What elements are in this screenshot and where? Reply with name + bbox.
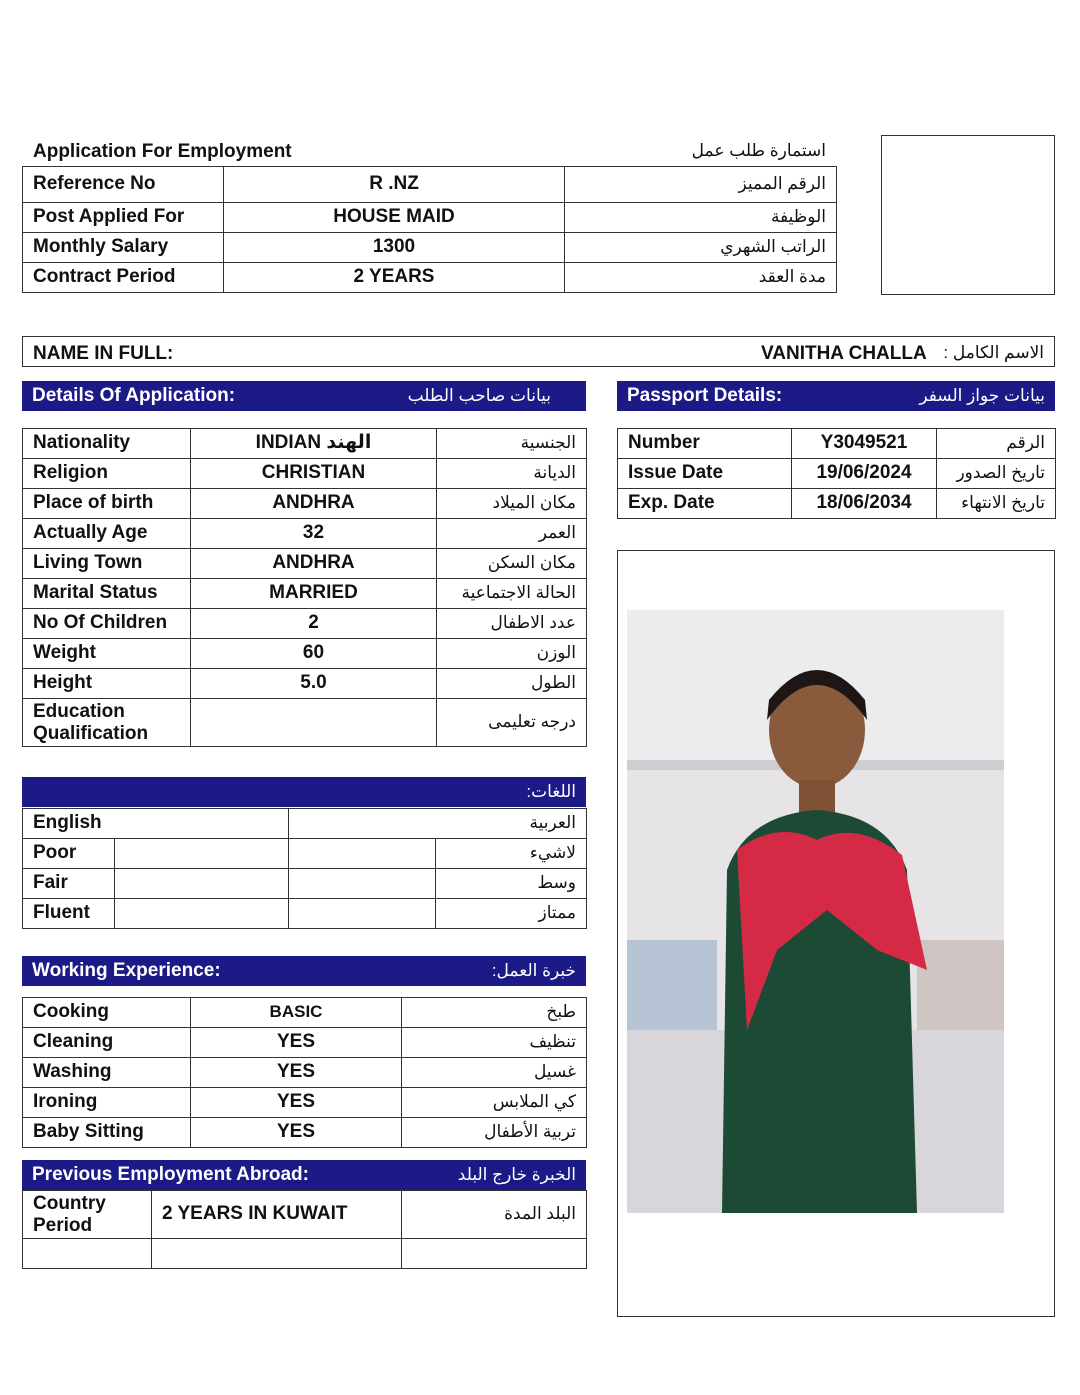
neck <box>799 780 835 815</box>
empty-cell <box>152 1239 402 1269</box>
contract-label: Contract Period <box>23 263 224 293</box>
photo-frame <box>617 550 1055 1317</box>
table-row <box>23 549 587 579</box>
birthplace-label: Place of birth <box>23 489 191 519</box>
table-row <box>23 899 587 929</box>
poor-arabic-cell <box>289 839 436 869</box>
poor-arabic-label: لاشيء <box>436 839 587 869</box>
experience-title: Working Experience: <box>32 960 221 981</box>
fluent-english-cell <box>115 899 289 929</box>
cooking-arabic: طبخ <box>402 998 587 1028</box>
ironing-value: YES <box>191 1088 402 1118</box>
table-row <box>23 699 587 747</box>
languages-header-bar <box>22 777 586 807</box>
post-value: HOUSE MAID <box>224 203 565 233</box>
details-table <box>22 428 587 747</box>
table-row <box>23 459 587 489</box>
ironing-label: Ironing <box>23 1088 191 1118</box>
weight-value: 60 <box>191 639 437 669</box>
education-label-line2: Qualification <box>33 722 149 744</box>
exp-date-value: 18/06/2034 <box>792 489 937 519</box>
details-title: Details Of Application: <box>32 385 236 406</box>
small-photo-box <box>881 135 1055 295</box>
contract-value: 2 YEARS <box>224 263 565 293</box>
children-label: No Of Children <box>23 609 191 639</box>
salary-arabic: الراتب الشهري <box>565 233 837 263</box>
table-row <box>23 839 587 869</box>
table-row <box>23 167 837 203</box>
experience-table <box>22 997 587 1148</box>
salary-label: Monthly Salary <box>23 233 224 263</box>
table-row <box>23 609 587 639</box>
table-row <box>23 809 587 839</box>
passport-number-value: Y3049521 <box>792 429 937 459</box>
table-row <box>23 579 587 609</box>
issue-date-label: Issue Date <box>618 459 792 489</box>
education-value <box>191 699 437 747</box>
poor-label: Poor <box>23 839 115 869</box>
cooking-label: Cooking <box>23 998 191 1028</box>
previous-title-arabic: الخبرة خارج البلد <box>457 1165 576 1184</box>
table-row <box>23 1058 587 1088</box>
education-label <box>23 699 191 747</box>
previous-value: 2 YEARS IN KUWAIT <box>152 1191 402 1239</box>
birthplace-arabic: مكان الميلاد <box>437 489 587 519</box>
salary-value: 1300 <box>224 233 565 263</box>
post-label: Post Applied For <box>23 203 224 233</box>
table-row <box>23 1088 587 1118</box>
passport-header-bar <box>617 381 1055 411</box>
cooking-value: BASIC <box>191 998 402 1028</box>
education-label-line1: Education <box>33 700 125 722</box>
babysitting-value: YES <box>191 1118 402 1148</box>
table-row <box>23 429 587 459</box>
table-row <box>23 1191 587 1239</box>
passport-title-arabic: بيانات جواز السفر <box>919 386 1045 405</box>
fair-label: Fair <box>23 869 115 899</box>
poor-english-cell <box>115 839 289 869</box>
name-row <box>22 336 1055 367</box>
empty-cell <box>402 1239 587 1269</box>
experience-title-arabic: خبرة العمل: <box>491 961 576 980</box>
fair-english-cell <box>115 869 289 899</box>
name-arabic: الاسم الكامل : <box>943 343 1044 362</box>
contract-arabic: مدة العقد <box>565 263 837 293</box>
reference-label: Reference No <box>23 167 224 203</box>
country-period-label <box>23 1191 152 1239</box>
fair-arabic-cell <box>289 869 436 899</box>
period-label: Period <box>33 1214 93 1236</box>
applicant-photo <box>627 610 1004 1213</box>
previous-title: Previous Employment Abroad: <box>32 1164 309 1185</box>
living-town-arabic: مكان السكن <box>437 549 587 579</box>
exp-date-label: Exp. Date <box>618 489 792 519</box>
table-row <box>23 1118 587 1148</box>
living-town-value: ANDHRA <box>191 549 437 579</box>
ironing-arabic: كي الملابس <box>402 1088 587 1118</box>
details-title-arabic: بيانات صاحب الطلب <box>407 386 551 405</box>
country-label: Country <box>33 1192 106 1214</box>
age-arabic: العمر <box>437 519 587 549</box>
religion-arabic: الديانة <box>437 459 587 489</box>
marital-label: Marital Status <box>23 579 191 609</box>
nationality-value: INDIAN الهند <box>191 429 437 459</box>
religion-label: Religion <box>23 459 191 489</box>
nationality-arabic: الجنسية <box>437 429 587 459</box>
cleaning-arabic: تنظيف <box>402 1028 587 1058</box>
table-row <box>618 459 1056 489</box>
education-arabic: درجه تعليمى <box>437 699 587 747</box>
passport-number-arabic: الرقم <box>937 429 1056 459</box>
table-row <box>23 519 587 549</box>
form-title: Application For Employment <box>33 141 292 162</box>
languages-title-arabic: اللغات: <box>526 782 576 801</box>
languages-table <box>22 808 587 929</box>
living-town-label: Living Town <box>23 549 191 579</box>
reference-value: R .NZ <box>224 167 565 203</box>
nationality-label: Nationality <box>23 429 191 459</box>
table-row <box>23 1239 587 1269</box>
table-row <box>23 203 837 233</box>
exp-date-arabic: تاريخ الانتهاء <box>937 489 1056 519</box>
table-row <box>23 489 587 519</box>
height-value: 5.0 <box>191 669 437 699</box>
table-row <box>618 429 1056 459</box>
passport-table <box>617 428 1056 519</box>
weight-label: Weight <box>23 639 191 669</box>
previous-table <box>22 1190 587 1269</box>
weight-arabic: الوزن <box>437 639 587 669</box>
issue-date-arabic: تاريخ الصدور <box>937 459 1056 489</box>
english-label: English <box>23 809 289 839</box>
washing-label: Washing <box>23 1058 191 1088</box>
arabic-label: العربية <box>289 809 587 839</box>
cleaning-label: Cleaning <box>23 1028 191 1058</box>
washing-value: YES <box>191 1058 402 1088</box>
children-value: 2 <box>191 609 437 639</box>
marital-value: MARRIED <box>191 579 437 609</box>
table-row <box>23 1028 587 1058</box>
details-header-bar <box>22 381 586 411</box>
age-label: Actually Age <box>23 519 191 549</box>
table-row <box>23 669 587 699</box>
fair-arabic-label: وسط <box>436 869 587 899</box>
table-row <box>618 489 1056 519</box>
religion-value: CHRISTIAN <box>191 459 437 489</box>
name-label: NAME IN FULL: <box>33 343 174 364</box>
fluent-arabic-label: ممتاز <box>436 899 587 929</box>
height-arabic: الطول <box>437 669 587 699</box>
issue-date-value: 19/06/2024 <box>792 459 937 489</box>
fluent-label: Fluent <box>23 899 115 929</box>
empty-cell <box>23 1239 152 1269</box>
previous-header-bar <box>22 1160 586 1190</box>
reference-arabic: الرقم المميز <box>565 167 837 203</box>
babysitting-label: Baby Sitting <box>23 1118 191 1148</box>
height-label: Height <box>23 669 191 699</box>
top-info-table <box>22 166 837 293</box>
table-row <box>23 639 587 669</box>
table-row <box>23 869 587 899</box>
marital-arabic: الحالة الاجتماعية <box>437 579 587 609</box>
table-row <box>23 233 837 263</box>
post-arabic: الوظيفة <box>565 203 837 233</box>
washing-arabic: غسيل <box>402 1058 587 1088</box>
children-arabic: عدد الاطفال <box>437 609 587 639</box>
table-row <box>23 998 587 1028</box>
age-value: 32 <box>191 519 437 549</box>
passport-title: Passport Details: <box>627 385 783 406</box>
cleaning-value: YES <box>191 1028 402 1058</box>
form-title-arabic: استمارة طلب عمل <box>691 141 826 160</box>
babysitting-arabic: تربية الأطفال <box>402 1118 587 1148</box>
birthplace-value: ANDHRA <box>191 489 437 519</box>
fluent-arabic-cell <box>289 899 436 929</box>
passport-number-label: Number <box>618 429 792 459</box>
table-row <box>23 263 837 293</box>
previous-arabic: البلد المدة <box>402 1191 587 1239</box>
name-value: VANITHA CHALLA <box>761 343 927 364</box>
experience-header-bar <box>22 956 586 986</box>
